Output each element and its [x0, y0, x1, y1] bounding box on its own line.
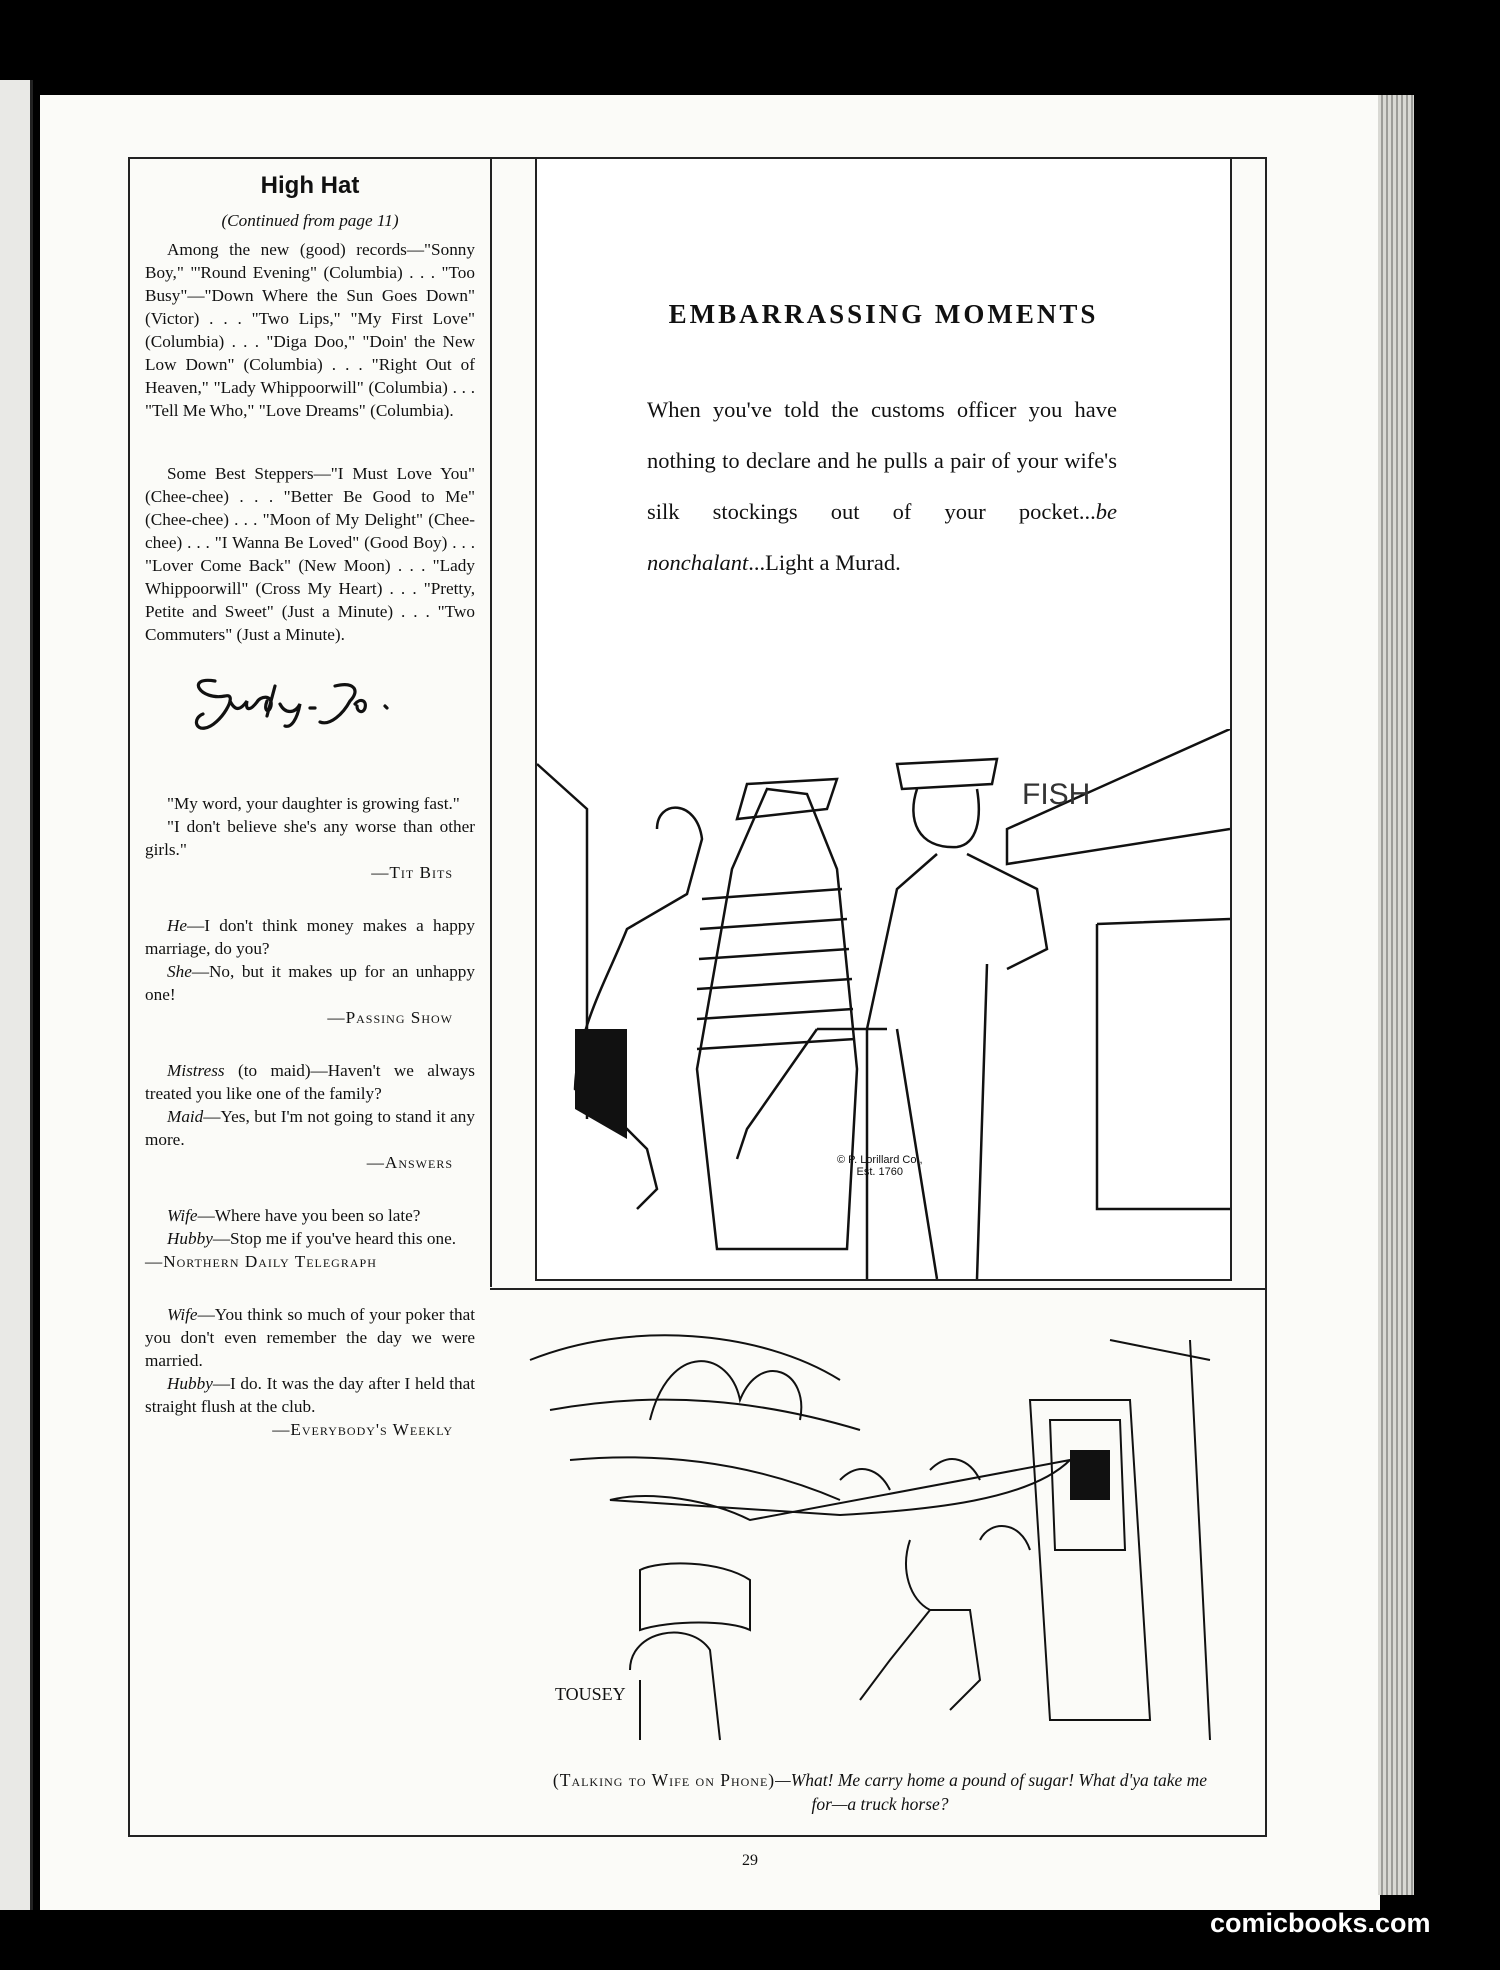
copyright-notice [837, 1154, 923, 1178]
speaker-label: She [167, 962, 192, 981]
joke-1-line-1: "My word, your daughter is growing fast." [167, 794, 460, 813]
continued-note: (Continued from page 11) [221, 211, 399, 230]
joke-3-text-2: —Yes, but I'm not going to stand it any more. [145, 1107, 475, 1149]
cartoon-caption [545, 1768, 1215, 1816]
joke-5-text-1: —You think so much of your poker that you don't even remember the day we were married. [145, 1305, 475, 1370]
joke-2-text-1: —I don't think money makes a happy marriage, do you? [145, 916, 475, 958]
ad-body-end: ...Light a Murad. [748, 550, 901, 575]
joke-5-line-2 [145, 1372, 475, 1418]
fish-sign: FISH [1022, 778, 1091, 811]
joke-3-text-1: (to maid)—Haven't we always treated you like one of the family? [145, 1061, 475, 1103]
joke-4-line-2 [145, 1227, 475, 1250]
joke-2-line-1 [145, 914, 475, 960]
speaker-label: Mistress [167, 1061, 225, 1080]
joke-2-line-2 [145, 960, 475, 1006]
speaker-label: Maid [167, 1107, 204, 1126]
book-spine [0, 80, 33, 1910]
joke-3-line-1 [145, 1059, 475, 1105]
artist-signature: TOUSEY [555, 1684, 626, 1704]
waiter-cartoon [510, 1300, 1250, 1760]
ad-body-text [647, 384, 1117, 588]
page-edges [1378, 95, 1414, 1895]
speaker-label: He [167, 916, 188, 935]
ad-heading: EMBARRASSING MOMENTS [668, 299, 1099, 329]
caption-text: —What! Me carry home a pound of sugar! What d'ya take me for—a truck horse? [775, 1770, 1208, 1814]
speaker-label: Hubby [167, 1229, 213, 1248]
speaker-label: Hubby [167, 1374, 213, 1393]
caption-lead: (Talking to Wife on Phone) [552, 1770, 776, 1790]
speaker-label: Wife [167, 1206, 198, 1225]
column-divider [490, 157, 492, 1287]
customs-illustration [537, 729, 1230, 1279]
ad-body-start: When you've told the customs officer you have nothing to declare and he pulls a pair of your wife's silk stockings out of your pocket... [647, 397, 1117, 524]
joke-5-text-2: —I do. It was the day after I held that straight flush at the club. [145, 1374, 475, 1416]
section-divider [490, 1288, 1265, 1290]
joke-4-text-2: —Stop me if you've heard this one. [212, 1229, 457, 1248]
joke-4-attribution: —Northern Daily Telegraph [145, 1252, 377, 1271]
high-hat-column [145, 170, 475, 1441]
judge-jr-signature [145, 656, 475, 746]
column-title: High Hat [260, 172, 360, 199]
joke-5-attribution: —Everybody's Weekly [272, 1420, 453, 1439]
joke-2-text-2: —No, but it makes up for an unhappy one! [145, 962, 475, 1004]
page-number: 29 [742, 1852, 758, 1869]
joke-3-attribution: —Answers [366, 1153, 453, 1172]
joke-4-text-1: —Where have you been so late? [197, 1206, 421, 1225]
joke-3-line-2 [145, 1105, 475, 1151]
murad-advertisement [535, 157, 1232, 1281]
joke-1-attribution: —Tit Bits [371, 863, 453, 882]
records-paragraph: Among the new (good) records—"Sonny Boy," "'Round Evening" (Columbia) . . . "Too Busy"—"Down Where the Sun Goes Down" (Victor) . . . "Two Lips," "My First Love" (Columbia) . . . "Diga Doo," "Doin' the New Low Down" (Columbia) . . . "Right Out of Heaven," "Lady Whippoorwill" (Columbia) . . . "Tell Me Who," "Love Dreams" (Columbia). [145, 240, 475, 420]
joke-2-attribution: —Passing Show [327, 1008, 453, 1027]
joke-1-line-2: "I don't believe she's any worse than other girls." [145, 817, 475, 859]
joke-5-line-1 [145, 1303, 475, 1372]
joke-4-line-1 [145, 1204, 475, 1227]
copyright-line-1: © P. Lorillard Co., [837, 1154, 923, 1166]
site-watermark: comicbooks.com [1210, 1908, 1431, 1938]
ad-body-italic: be nonchalant [647, 499, 1117, 575]
steppers-paragraph: Some Best Steppers—"I Must Love You" (Chee-chee) . . . "Better Be Good to Me" (Chee-chee) . . . "Moon of My Delight" (Chee-chee) . . . "I Wanna Be Loved" (Good Boy) . . . "Lover Come Back" (New Moon) . . . "Lady Whippoorwill" (Cross My Heart) . . . "Pretty, Petite and Sweet" (Just a Minute) . . . "Two Commuters" (Just a Minute). [145, 464, 475, 644]
speaker-label: Wife [167, 1305, 198, 1324]
copyright-line-2: Est. 1760 [856, 1166, 904, 1178]
